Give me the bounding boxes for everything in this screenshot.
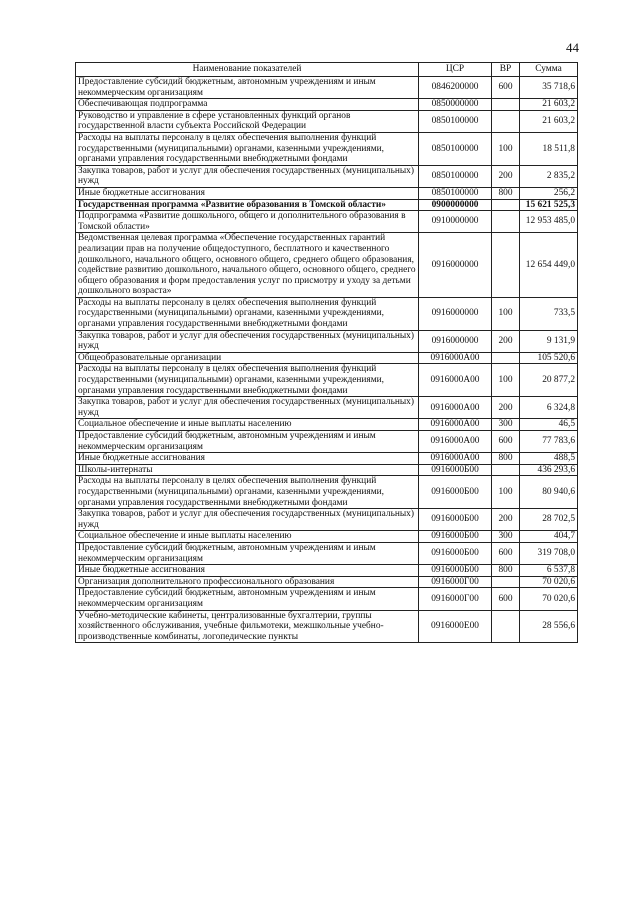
row-vr [492, 464, 520, 476]
row-csr: 0850100000 [419, 187, 492, 199]
row-sum: 15 621 525,3 [520, 199, 578, 211]
header-csr: ЦСР [419, 63, 492, 77]
row-sum: 46,5 [520, 419, 578, 431]
row-name: Руководство и управление в сфере установленных функций органов государственной власти субъекта Российской Федерации [76, 110, 419, 132]
budget-table [75, 62, 578, 643]
row-name: Социальное обеспечение и иные выплаты населению [76, 419, 419, 431]
table-header-row [76, 63, 578, 77]
row-sum: 12 953 485,0 [520, 211, 578, 233]
table-row [76, 199, 578, 211]
row-sum: 80 940,6 [520, 476, 578, 509]
row-csr: 0910000000 [419, 211, 492, 233]
row-name: Общеобразовательные организации [76, 352, 419, 364]
table-row [76, 211, 578, 233]
row-csr: 0850000000 [419, 99, 492, 111]
row-name: Школы-интернаты [76, 464, 419, 476]
row-csr: 0916000А00 [419, 453, 492, 465]
row-vr: 100 [492, 132, 520, 165]
row-vr: 200 [492, 509, 520, 531]
header-sum: Сумма [520, 63, 578, 77]
header-vr: ВР [492, 63, 520, 77]
row-csr: 0916000Б00 [419, 531, 492, 543]
row-name: Расходы на выплаты персоналу в целях обеспечения выполнения функций государственными (муниципальными) органами, казенными учреждениями, органами управления государственными внебюджетными фондами [76, 132, 419, 165]
row-csr: 0916000000 [419, 297, 492, 330]
row-vr: 600 [492, 431, 520, 453]
row-vr [492, 110, 520, 132]
table-row [76, 187, 578, 199]
table-row [76, 464, 578, 476]
page-number: 44 [566, 40, 579, 55]
row-vr [492, 211, 520, 233]
table-row [76, 565, 578, 577]
row-name: Предоставление субсидий бюджетным, автономным учреждениям и иным некоммерческим организациям [76, 588, 419, 610]
row-csr: 0846200000 [419, 77, 492, 99]
table-row [76, 233, 578, 298]
row-csr: 0916000А00 [419, 352, 492, 364]
table-row [76, 509, 578, 531]
row-sum: 319 708,0 [520, 542, 578, 564]
row-vr: 600 [492, 542, 520, 564]
row-vr: 600 [492, 588, 520, 610]
row-csr: 0850100000 [419, 110, 492, 132]
row-name: Закупка товаров, работ и услуг для обеспечения государственных (муниципальных) нужд [76, 330, 419, 352]
table-row [76, 352, 578, 364]
header-name: Наименование показателей [76, 63, 419, 77]
row-csr: 0916000Б00 [419, 565, 492, 577]
row-sum: 404,7 [520, 531, 578, 543]
row-name: Организация дополнительного профессионального образования [76, 576, 419, 588]
table-row [76, 531, 578, 543]
row-vr: 200 [492, 397, 520, 419]
row-vr [492, 199, 520, 211]
row-name: Закупка товаров, работ и услуг для обеспечения государственных (муниципальных) нужд [76, 165, 419, 187]
table-row [76, 165, 578, 187]
row-sum: 18 511,8 [520, 132, 578, 165]
row-name: Учебно-методические кабинеты, централизованные бухгалтерии, группы хозяйственного обслуживания, учебные фильмотеки, межшкольные учебно-производственные комбинаты, логопедические пункты [76, 610, 419, 643]
row-name: Расходы на выплаты персоналу в целях обеспечения выполнения функций государственными (муниципальными) органами, казенными учреждениями, органами управления государственными внебюджетными фондами [76, 476, 419, 509]
table-row [76, 431, 578, 453]
row-name: Государственная программа «Развитие образования в Томской области» [76, 199, 419, 211]
row-name: Предоставление субсидий бюджетным, автономным учреждениям и иным некоммерческим организациям [76, 431, 419, 453]
row-vr: 800 [492, 565, 520, 577]
row-csr: 0850100000 [419, 132, 492, 165]
row-csr: 0916000Б00 [419, 542, 492, 564]
table-row [76, 110, 578, 132]
row-sum: 77 783,6 [520, 431, 578, 453]
row-vr [492, 99, 520, 111]
row-name: Закупка товаров, работ и услуг для обеспечения государственных (муниципальных) нужд [76, 397, 419, 419]
table-row [76, 364, 578, 397]
table-row [76, 297, 578, 330]
table-row [76, 453, 578, 465]
row-sum: 6 324,8 [520, 397, 578, 419]
row-csr: 0916000А00 [419, 431, 492, 453]
row-sum: 28 702,5 [520, 509, 578, 531]
table-row [76, 330, 578, 352]
row-csr: 0916000Е00 [419, 610, 492, 643]
row-csr: 0916000Б00 [419, 509, 492, 531]
row-vr: 200 [492, 330, 520, 352]
row-sum: 21 603,2 [520, 110, 578, 132]
row-csr: 0916000Б00 [419, 476, 492, 509]
row-vr [492, 610, 520, 643]
row-sum: 9 131,9 [520, 330, 578, 352]
table-row [76, 610, 578, 643]
row-name: Иные бюджетные ассигнования [76, 453, 419, 465]
row-sum: 12 654 449,0 [520, 233, 578, 298]
row-vr: 800 [492, 453, 520, 465]
row-vr: 200 [492, 165, 520, 187]
row-csr: 0916000А00 [419, 364, 492, 397]
row-csr: 0916000000 [419, 330, 492, 352]
row-vr: 100 [492, 476, 520, 509]
row-sum: 21 603,2 [520, 99, 578, 111]
row-name: Иные бюджетные ассигнования [76, 565, 419, 577]
row-vr: 300 [492, 419, 520, 431]
row-csr: 0916000Б00 [419, 464, 492, 476]
table-row [76, 576, 578, 588]
row-name: Расходы на выплаты персоналу в целях обеспечения выполнения функций государственными (муниципальными) органами, казенными учреждениями, органами управления государственными внебюджетными фондами [76, 364, 419, 397]
row-sum: 733,5 [520, 297, 578, 330]
table-row [76, 588, 578, 610]
row-vr: 600 [492, 77, 520, 99]
row-sum: 70 020,6 [520, 588, 578, 610]
row-vr: 100 [492, 364, 520, 397]
row-sum: 20 877,2 [520, 364, 578, 397]
row-vr [492, 233, 520, 298]
row-sum: 35 718,6 [520, 77, 578, 99]
row-csr: 0900000000 [419, 199, 492, 211]
row-sum: 436 293,6 [520, 464, 578, 476]
row-sum: 105 520,6 [520, 352, 578, 364]
row-vr [492, 352, 520, 364]
table-row [76, 77, 578, 99]
row-sum: 6 537,8 [520, 565, 578, 577]
row-csr: 0916000000 [419, 233, 492, 298]
row-csr: 0916000А00 [419, 419, 492, 431]
table-row [76, 542, 578, 564]
row-vr: 100 [492, 297, 520, 330]
row-sum: 2 835,2 [520, 165, 578, 187]
row-sum: 70 020,6 [520, 576, 578, 588]
row-name: Ведомственная целевая программа «Обеспечение государственных гарантий реализации прав на получение общедоступного, бесплатного и качественного дошкольного, начального общего, основного общего, среднего общего образования, содействие развитию дошкольного, начального общего, основного общего, среднего общего образования и форм предоставления услуг по присмотру и уходу за детьми дошкольного возраста» [76, 233, 419, 298]
row-vr: 300 [492, 531, 520, 543]
table-row [76, 397, 578, 419]
row-csr: 0916000А00 [419, 397, 492, 419]
row-sum: 256,2 [520, 187, 578, 199]
table-row [76, 476, 578, 509]
row-name: Предоставление субсидий бюджетным, автономным учреждениям и иным некоммерческим организациям [76, 77, 419, 99]
row-name: Социальное обеспечение и иные выплаты населению [76, 531, 419, 543]
row-sum: 488,5 [520, 453, 578, 465]
row-vr: 800 [492, 187, 520, 199]
row-name: Обеспечивающая подпрограмма [76, 99, 419, 111]
table-row [76, 99, 578, 111]
row-sum: 28 556,6 [520, 610, 578, 643]
table-row [76, 419, 578, 431]
row-name: Расходы на выплаты персоналу в целях обеспечения выполнения функций государственными (муниципальными) органами, казенными учреждениями, органами управления государственными внебюджетными фондами [76, 297, 419, 330]
row-name: Иные бюджетные ассигнования [76, 187, 419, 199]
row-vr [492, 576, 520, 588]
row-csr: 0916000Г00 [419, 576, 492, 588]
table-row [76, 132, 578, 165]
row-name: Предоставление субсидий бюджетным, автономным учреждениям и иным некоммерческим организациям [76, 542, 419, 564]
row-csr: 0916000Г00 [419, 588, 492, 610]
row-name: Закупка товаров, работ и услуг для обеспечения государственных (муниципальных) нужд [76, 509, 419, 531]
row-csr: 0850100000 [419, 165, 492, 187]
row-name: Подпрограмма «Развитие дошкольного, общего и дополнительного образования в Томской области» [76, 211, 419, 233]
